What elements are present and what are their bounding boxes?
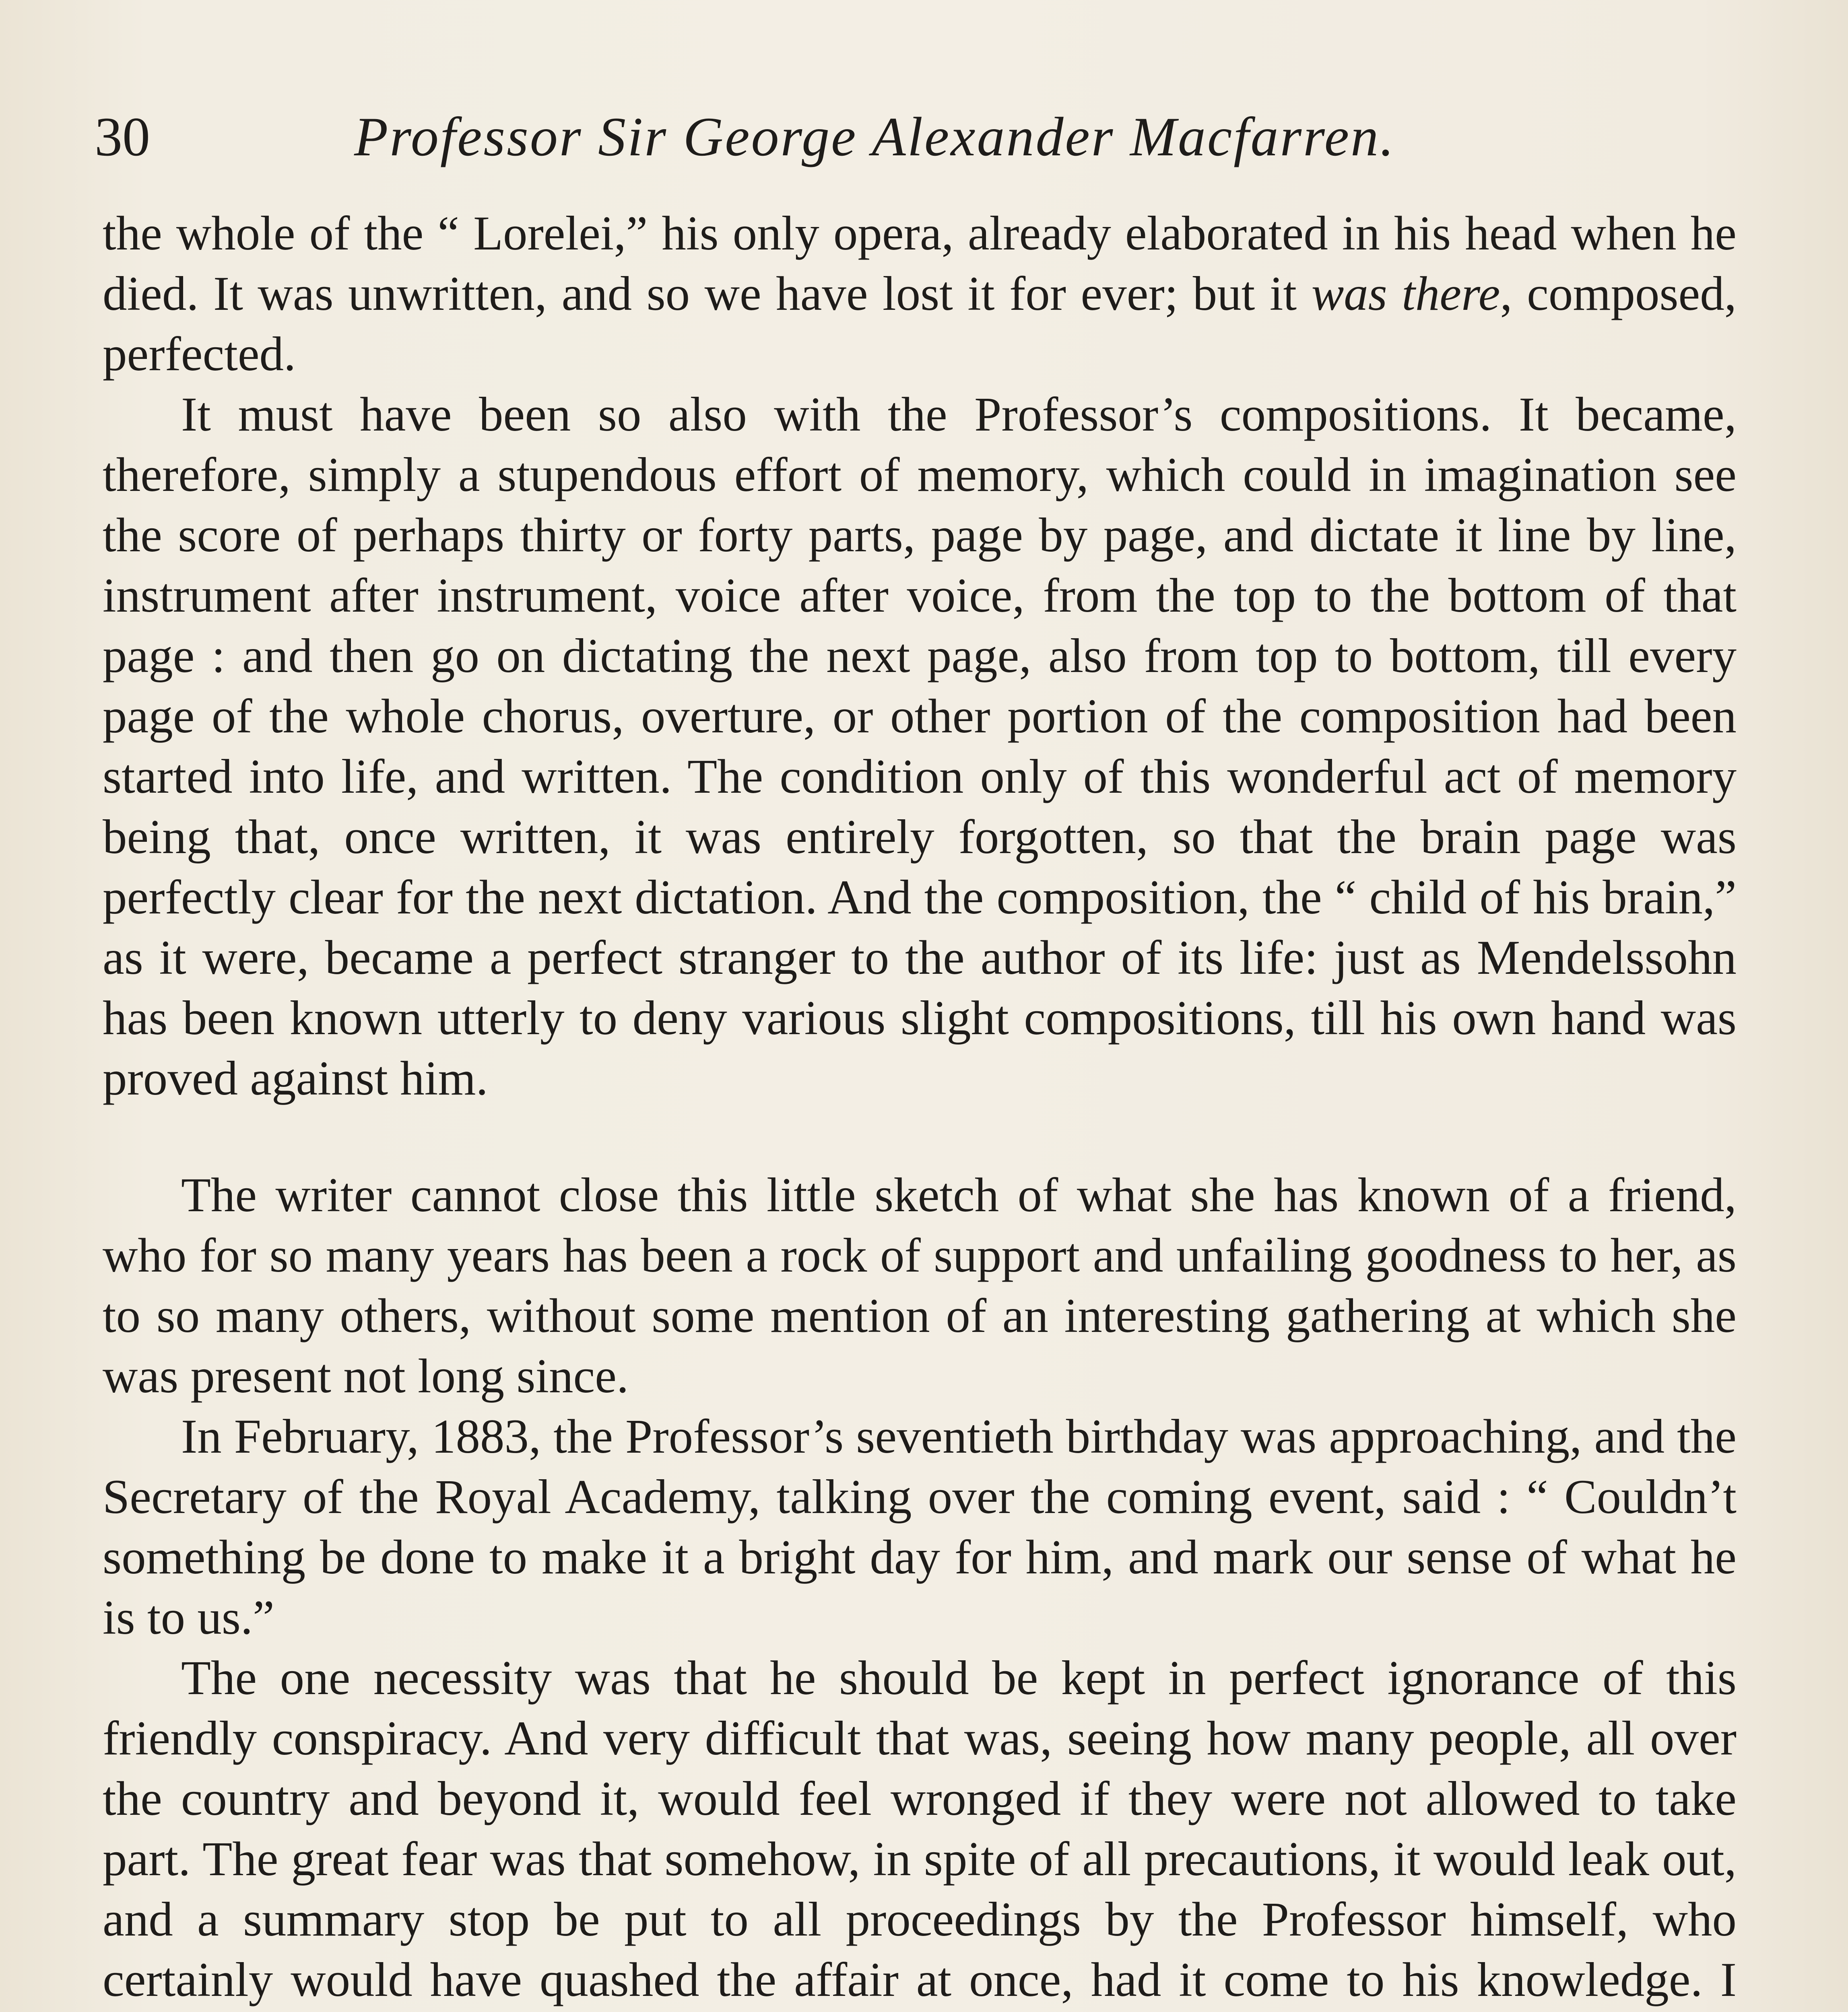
body-text (103, 203, 1737, 2012)
paragraph-continued (103, 203, 1737, 384)
paragraph-birthday: In February, 1883, the Professor’s seventieth birthday was approaching, and the Secretary of the Royal Academy, talking over the coming event, said : “ Couldn’t something be done to make it a bright day for him, and mark our sense of what he is to us.” (103, 1410, 1737, 1645)
page-number: 30 (95, 106, 150, 167)
paragraph-sketch: The writer cannot close this little sketch of what she has known of a friend, who for so many years has been a rock of support and unfailing goodness to her, as to so many others, without some mention of an interesting gathering at which she was present not long since. (103, 1168, 1737, 1403)
running-title: Professor Sir George Alexander Macfarren. (354, 106, 1396, 167)
paragraph-memory: It must have been so also with the Professor’s compositions. It became, therefore, simply a stupendous effort of memory, which could in imagination see the score of perhaps thirty or forty parts, page by page, and dictate it line by line, instrument after instrument, voice after voice, from the top to the bottom of that page : and then go on dictating the next page, also from top to bottom, till every page of the whole chorus, overture, or other portion of the composition had been started into life, and written. The condition only of this wonderful act of memory being that, once written, it was entirely forgotten, so that the brain page was perfectly clear for the next dictation. And the composition, the “ child of his brain,” as it were, became a perfect stranger to the author of its life: just as Mendelssohn has been known utterly to deny various slight compositions, till his own hand was proved against him. (103, 388, 1737, 1105)
paragraph-continued-end: , composed, perfected. (103, 267, 1737, 381)
page-header (95, 99, 1495, 175)
paragraph-continued-text: the whole of the “ Lorelei,” his only opera, already elaborated in his head when he died. It was unwritten, and so we have lost it for ever; but it (103, 206, 1737, 321)
italic-emphasis: was there (1311, 267, 1500, 321)
paragraph-conspiracy: The one necessity was that he should be kept in perfect ignorance of this friendly conspiracy. And very difficult that was, seeing how many people, all over the country and beyond it, would feel wronged if they were not allowed to take part. The great fear was that somehow, in spite of all precautions, it would leak out, and a summary stop be put to all proceedings by the Professor himself, who certainly would have quashed the affair at once, had it come to his knowledge. I (103, 1651, 1737, 2007)
